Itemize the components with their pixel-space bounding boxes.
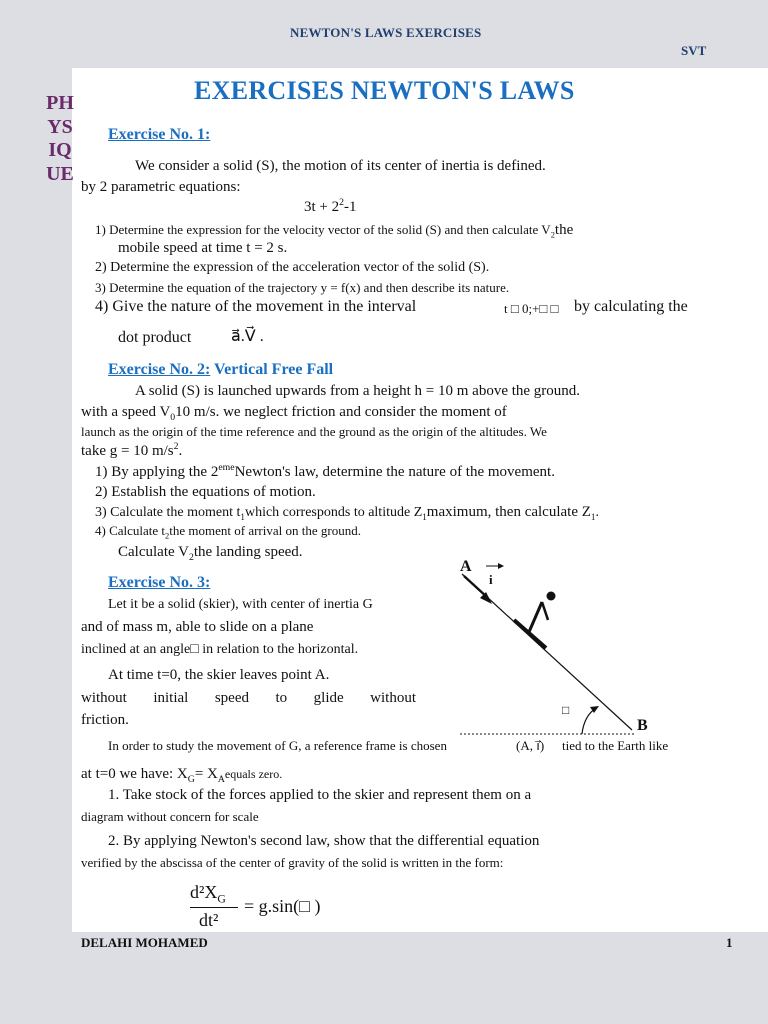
exercise-2-question-5: Calculate $V_2the$ landing speed. — [118, 544, 303, 563]
exercise-1-dot-product-label: dot product — [118, 329, 192, 346]
exercise-1-intro-line-1: We consider a solid (S), the motion of its center of inertia is defined. — [135, 158, 546, 174]
exercise-3-line-7: In order to study the movement of G, a reference frame is chosen — [108, 738, 447, 753]
side-label-physique: PHYSIQUE — [46, 92, 74, 185]
exercise-2-question-1: 1) By applying the 2emeNewton's law, determine the nature of the movement. — [95, 462, 555, 480]
exercise-3-question-1: 1. Take stock of the forces applied to the skier and represent them on a — [108, 787, 532, 803]
inclined-plane-diagram — [440, 550, 730, 740]
exercise-2-question-2: 2) Establish the equations of motion. — [95, 484, 316, 500]
exercise-2-line-1: A solid (S) is launched upwards from a height h = 10 m above the ground. — [135, 383, 581, 399]
exercise-3-question-1-cont: diagram without concern for scale — [81, 809, 259, 824]
equation-numerator: $d^2X_G$ — [190, 882, 226, 906]
exercise-3-question-2-cont: verified by the abscissa of the center of gravity of the solid is written in the form: — [81, 855, 504, 870]
point-a-label: A — [460, 558, 472, 575]
exercise-2-line-3: launch as the origin of the time reference and the ground as the origin of the altitudes. We — [81, 424, 547, 439]
exercise-1-question-1: 1) Determine the expression for the velocity vector of the solid (S) and then calculate $V_2the$ — [95, 222, 574, 240]
exercise-3-question-2: 2. By applying Newton's second law, show that the differential equation — [108, 833, 540, 849]
exercise-2-question-4: 4) Calculate $t_2the$ moment of arrival on the ground. — [95, 523, 361, 541]
skier-leg — [542, 602, 548, 620]
exercise-3-line-3: inclined at an angle□ in relation to the horizontal. — [81, 642, 359, 657]
exercise-1-question-1-cont: mobile speed at time t = 2 s. — [118, 240, 288, 256]
exercise-2-line-2: with a speed $V_010$ m/s. we neglect friction and consider the moment of — [81, 404, 507, 423]
running-header-title: NEWTON'S LAWS EXERCISES — [290, 25, 482, 40]
exercise-3-line-5: without initial speed to glide without — [81, 690, 416, 706]
exercise-1-equation: $3t + 2^2-1$ — [304, 197, 357, 215]
exercise-3-line-7-end: tied to the Earth like — [562, 738, 669, 753]
exercise-1-question-4-end: by calculating the — [574, 298, 688, 315]
angle-label: □ — [562, 703, 570, 717]
point-b-label: B — [637, 717, 648, 734]
exercise-3-line-6: friction. — [81, 712, 129, 728]
equation-denominator: dt² — [199, 910, 219, 930]
exercise-3-line-2: and of mass m, able to slide on a plane — [81, 619, 314, 635]
exercise-3-heading: Exercise No. 3: — [108, 574, 211, 591]
exercise-1-intro-line-2: by 2 parametric equations: — [81, 179, 241, 195]
document-title: EXERCISES NEWTON'S LAWS — [194, 76, 575, 105]
exercise-1-question-3: 3) Determine the equation of the trajectory y = f(x) and then describe its nature. — [95, 280, 510, 295]
exercise-2-line-4: take g = 10 $m/s^2$. — [81, 441, 183, 459]
exercise-1-dot-product-formula: a⃗.V⃗ . — [231, 328, 264, 345]
exercise-1-question-4: 4) Give the nature of the movement in the interval — [95, 298, 417, 315]
exercise-1-heading: Exercise No. 1: — [108, 126, 211, 143]
exercise-3-line-8: at t=0 we have: $X_G=$ $X_Aequals$ zero. — [81, 766, 283, 785]
unit-vector-label: i — [489, 572, 493, 587]
exercise-3-line-4: At time t=0, the skier leaves point A. — [108, 667, 330, 683]
unit-vector-arrowhead — [498, 563, 504, 569]
footer-author: DELAHI MOHAMED — [81, 935, 208, 950]
equation-rhs: = g.sin(□ ) — [244, 896, 321, 916]
exercise-3-line-1: Let it be a solid (skier), with center of inertia G — [108, 597, 373, 612]
footer-page-number: 1 — [726, 935, 733, 950]
exercise-2-question-3: 3) Calculate the moment $t_1which$ corresponds to altitude $Z_1maximum$, then calculate $Z_1$. — [95, 504, 599, 522]
exercise-1-interval: t □ 0;+□ □ — [504, 301, 559, 316]
skier-head — [547, 592, 556, 601]
running-header-subject: SVT — [681, 43, 707, 58]
skier-body — [529, 602, 542, 632]
fraction-bar — [190, 907, 238, 908]
exercise-2-heading: Exercise No. 2: Vertical Free Fall — [108, 361, 334, 378]
exercise-3-frame-notation: (A, i⃗) — [516, 738, 545, 753]
exercise-1-question-2: 2) Determine the expression of the acceleration vector of the solid (S). — [95, 260, 490, 275]
ski-board — [514, 620, 546, 648]
